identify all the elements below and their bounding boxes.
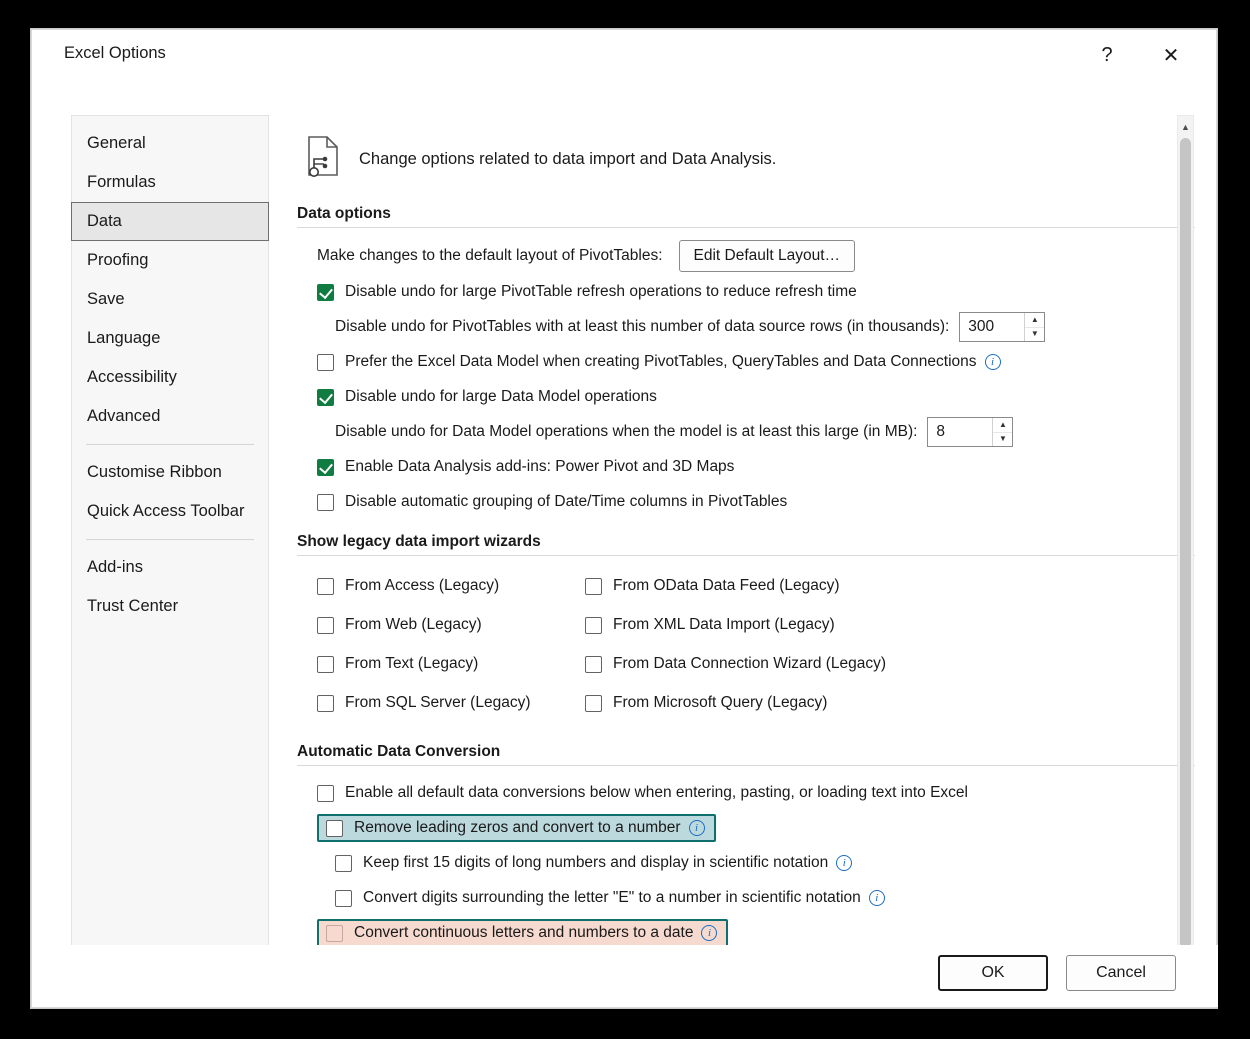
enable-data-analysis-row[interactable] (287, 452, 1195, 482)
pivot-rows-threshold-row (287, 312, 1195, 342)
data-model-size-label: Disable undo for Data Model operations when the model is at least this large (in MB): (335, 423, 918, 440)
prefer-data-model-row[interactable] (287, 347, 1195, 377)
pivot-default-layout-row (287, 240, 1195, 272)
sidebar-item-language[interactable]: Language (87, 329, 161, 347)
excel-options-dialog (31, 29, 1217, 1008)
dialog-footer (32, 945, 1218, 1007)
sidebar-item-formulas[interactable]: Formulas (87, 173, 156, 191)
legacy-wizards-grid (287, 568, 1195, 721)
convert-e-digits-checkbox[interactable] (335, 890, 352, 907)
scrollbar-thumb[interactable] (1180, 138, 1191, 948)
legacy-from-text-checkbox[interactable] (317, 656, 334, 673)
sidebar-item-quick-access-toolbar[interactable]: Quick Access Toolbar (87, 502, 245, 520)
section-divider-auto-conversion (297, 765, 1195, 766)
convert-continuous-checkbox[interactable] (326, 925, 343, 942)
convert-e-digits-label: Convert digits surrounding the letter "E" to a number in scientific notation (363, 889, 861, 906)
legacy-from-access-row[interactable] (317, 571, 585, 601)
enable-data-analysis-label: Enable Data Analysis add-ins: Power Pivot and 3D Maps (345, 458, 735, 475)
legacy-from-xml-checkbox[interactable] (585, 617, 602, 634)
stepper-down-icon[interactable]: ▼ (1030, 329, 1039, 339)
keep-15-digits-row[interactable] (287, 848, 1195, 878)
ok-button[interactable]: OK (938, 955, 1048, 991)
disable-undo-data-model-row[interactable] (287, 382, 1195, 412)
section-title-legacy-wizards: Show legacy data import wizards (297, 533, 541, 550)
sidebar-item-customise-ribbon[interactable]: Customise Ribbon (87, 463, 222, 481)
info-icon-convert-e-digits[interactable]: i (869, 890, 885, 906)
disable-undo-data-model-label: Disable undo for large Data Model operations (345, 388, 657, 405)
options-content (287, 115, 1195, 993)
legacy-from-microsoft-query-checkbox[interactable] (585, 695, 602, 712)
info-icon-prefer-data-model[interactable]: i (985, 354, 1001, 370)
pivot-default-layout-label: Make changes to the default layout of PivotTables: (317, 247, 663, 264)
disable-undo-data-model-checkbox[interactable] (317, 389, 334, 406)
dialog-titlebar (32, 30, 1216, 80)
section-title-auto-conversion: Automatic Data Conversion (297, 743, 501, 760)
keep-15-digits-checkbox[interactable] (335, 855, 352, 872)
legacy-from-sql-server-label: From SQL Server (Legacy) (345, 694, 531, 711)
edit-default-layout-button[interactable]: Edit Default Layout… (679, 240, 855, 272)
legacy-from-access-label: From Access (Legacy) (345, 577, 500, 594)
sidebar-item-data[interactable]: Data (71, 202, 269, 241)
enable-data-analysis-checkbox[interactable] (317, 459, 334, 476)
legacy-from-access-checkbox[interactable] (317, 578, 334, 595)
legacy-from-sql-server-checkbox[interactable] (317, 695, 334, 712)
info-icon-convert-continuous[interactable]: i (701, 925, 717, 941)
remove-leading-zeros-label: Remove leading zeros and convert to a number (354, 819, 681, 836)
legacy-from-web-row[interactable] (317, 610, 585, 640)
scroll-up-icon[interactable]: ▲ (1181, 121, 1190, 132)
content-header-text: Change options related to data import and Data Analysis. (359, 149, 777, 168)
enable-all-conversions-row[interactable] (287, 778, 1195, 808)
remove-leading-zeros-row[interactable] (287, 813, 1195, 843)
legacy-from-web-checkbox[interactable] (317, 617, 334, 634)
prefer-data-model-label: Prefer the Excel Data Model when creating PivotTables, QueryTables and Data Connections (345, 353, 977, 370)
legacy-from-data-connection-wizard-label: From Data Connection Wizard (Legacy) (613, 655, 887, 672)
pivot-rows-stepper[interactable] (959, 312, 1045, 342)
disable-auto-grouping-row[interactable] (287, 487, 1195, 517)
pivot-rows-input[interactable] (960, 313, 1024, 341)
keep-15-digits-label: Keep first 15 digits of long numbers and display in scientific notation (363, 854, 829, 871)
convert-continuous-label: Convert continuous letters and numbers to a date (354, 924, 694, 941)
disable-undo-pivot-row[interactable] (287, 277, 1195, 307)
remove-leading-zeros-checkbox[interactable] (326, 820, 343, 837)
legacy-from-sql-server-row[interactable] (317, 688, 585, 718)
info-icon-keep-15-digits[interactable]: i (836, 855, 852, 871)
legacy-from-text-label: From Text (Legacy) (345, 655, 479, 672)
sidebar-divider-2 (86, 539, 254, 540)
sidebar-item-proofing[interactable]: Proofing (87, 251, 149, 269)
legacy-from-text-row[interactable] (317, 649, 585, 679)
disable-auto-grouping-label: Disable automatic grouping of Date/Time columns in PivotTables (345, 493, 788, 510)
section-divider-legacy-wizards (297, 555, 1195, 556)
legacy-from-odata-label: From OData Data Feed (Legacy) (613, 577, 840, 594)
cancel-button[interactable]: Cancel (1066, 955, 1176, 991)
disable-undo-pivot-checkbox[interactable] (317, 284, 334, 301)
close-icon[interactable]: ✕ (1162, 44, 1180, 67)
legacy-from-odata-checkbox[interactable] (585, 578, 602, 595)
sidebar-item-advanced[interactable]: Advanced (87, 407, 161, 425)
section-title-data-options: Data options (297, 205, 391, 222)
stepper-up-icon[interactable]: ▲ (993, 418, 1012, 433)
legacy-from-odata-row[interactable] (585, 571, 1195, 601)
help-icon[interactable]: ? (1101, 43, 1113, 66)
prefer-data-model-checkbox[interactable] (317, 354, 334, 371)
convert-continuous-row[interactable] (287, 918, 1195, 948)
sidebar-item-general[interactable]: General (87, 134, 146, 152)
remove-leading-zeros-highlight[interactable] (317, 814, 716, 842)
data-model-size-row (287, 417, 1195, 447)
legacy-from-web-label: From Web (Legacy) (345, 616, 482, 633)
sidebar-item-accessibility[interactable]: Accessibility (87, 368, 177, 386)
sidebar (71, 115, 269, 993)
enable-all-conversions-label: Enable all default data conversions below when entering, pasting, or loading text into Excel (345, 784, 968, 801)
section-divider-data-options (297, 227, 1195, 228)
stepper-up-icon[interactable]: ▲ (1025, 313, 1044, 328)
legacy-from-xml-label: From XML Data Import (Legacy) (613, 616, 835, 633)
data-model-size-input[interactable] (928, 418, 992, 446)
disable-undo-pivot-label: Disable undo for large PivotTable refresh operations to reduce refresh time (345, 283, 857, 300)
sidebar-divider-1 (86, 444, 254, 445)
dialog-title: Excel Options (64, 44, 166, 62)
data-model-size-stepper-arrows[interactable] (992, 418, 1012, 446)
sidebar-item-trust-center[interactable]: Trust Center (87, 597, 179, 615)
legacy-from-microsoft-query-label: From Microsoft Query (Legacy) (613, 694, 828, 711)
convert-continuous-highlight[interactable] (317, 919, 728, 947)
info-icon-remove-leading-zeros[interactable]: i (689, 820, 705, 836)
sidebar-item-save[interactable]: Save (87, 290, 125, 308)
legacy-from-xml-row[interactable] (585, 610, 1195, 640)
disable-auto-grouping-checkbox[interactable] (317, 494, 334, 511)
legacy-from-data-connection-wizard-row[interactable] (585, 649, 1195, 679)
pivot-rows-threshold-label: Disable undo for PivotTables with at least this number of data source rows (in thousands): (335, 318, 950, 335)
enable-all-conversions-checkbox[interactable] (317, 785, 334, 802)
content-scrollbar[interactable] (1177, 115, 1194, 993)
legacy-from-microsoft-query-row[interactable] (585, 688, 1195, 718)
pivot-rows-stepper-arrows[interactable] (1024, 313, 1044, 341)
convert-e-digits-row[interactable] (287, 883, 1195, 913)
content-header (301, 129, 1195, 189)
data-import-icon (301, 135, 345, 183)
data-model-size-stepper[interactable] (927, 417, 1013, 447)
sidebar-item-add-ins[interactable]: Add-ins (87, 558, 143, 576)
stepper-down-icon[interactable]: ▼ (998, 434, 1007, 444)
legacy-from-data-connection-wizard-checkbox[interactable] (585, 656, 602, 673)
